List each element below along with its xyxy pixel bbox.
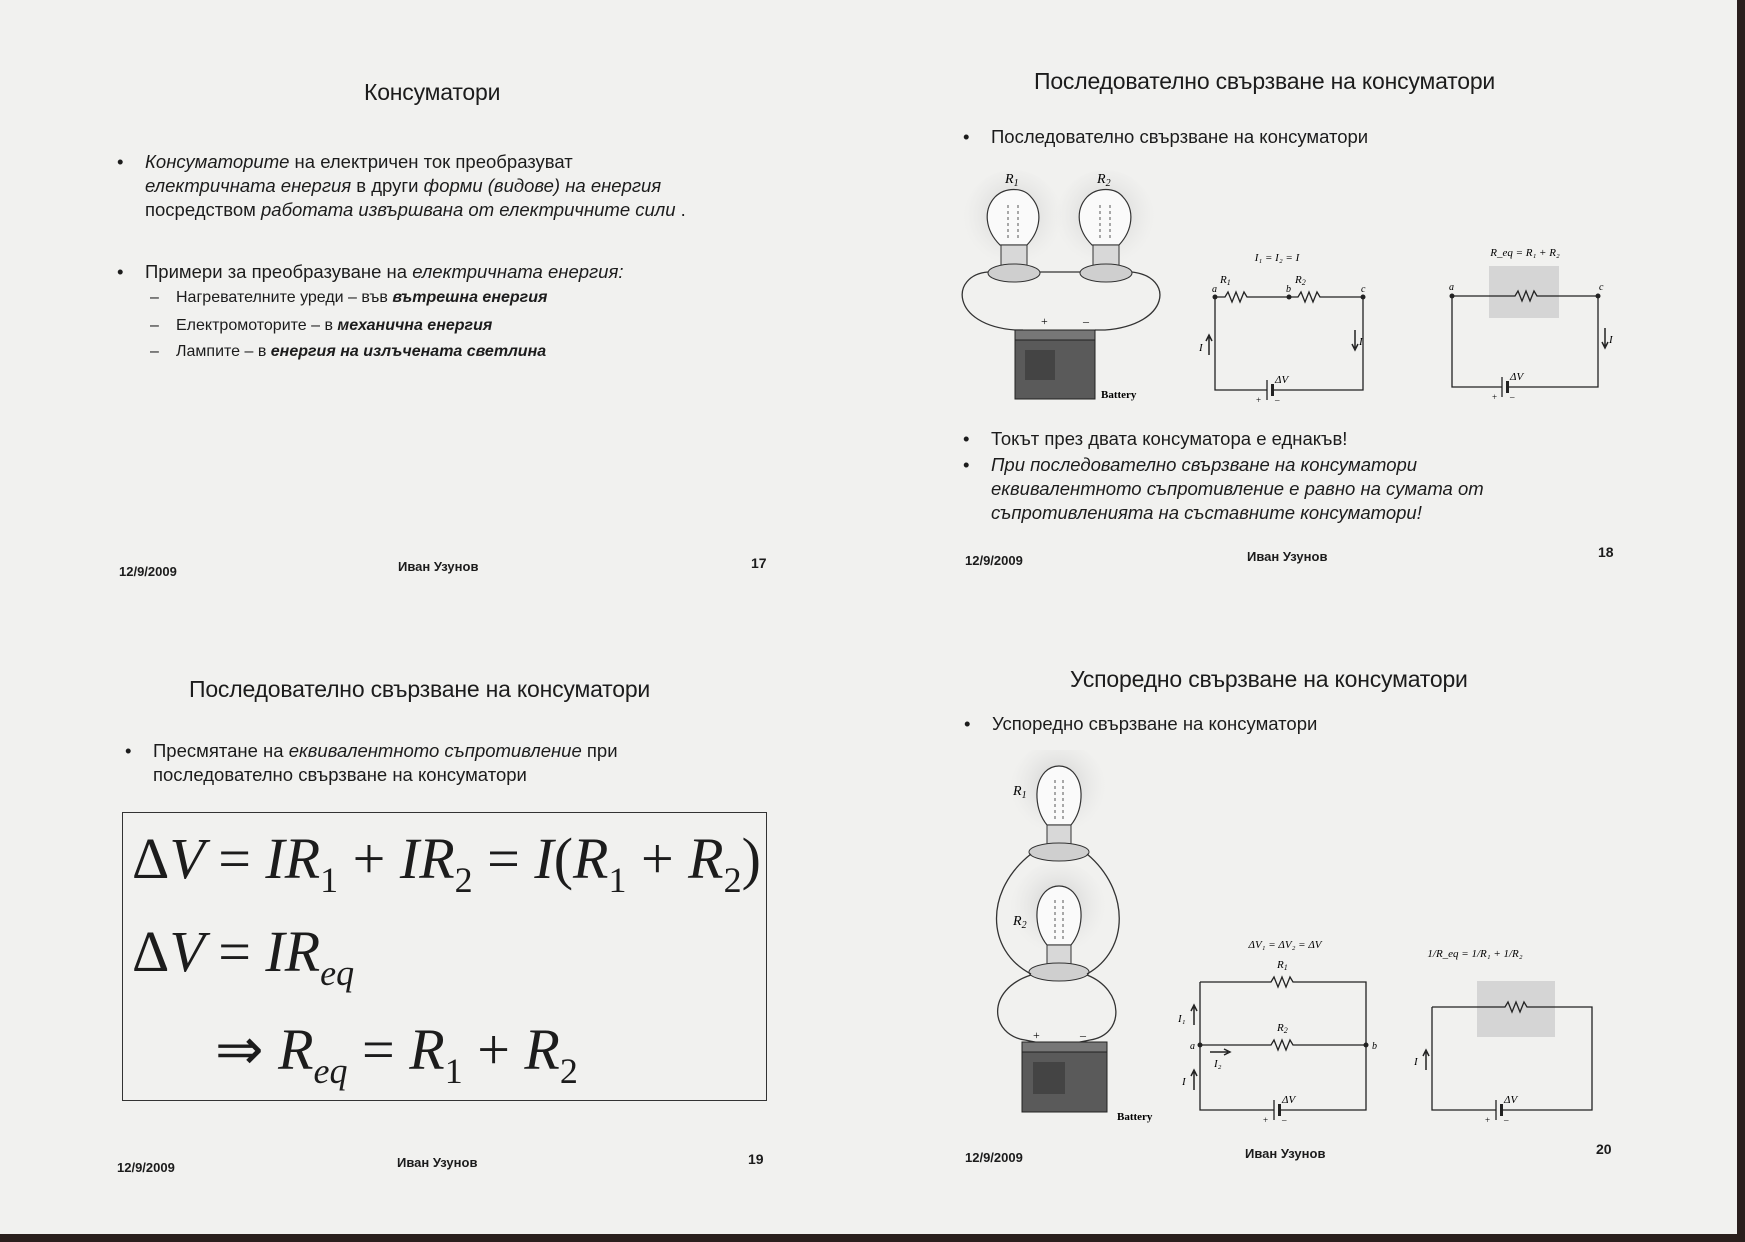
plus-terminal: + [1041,314,1048,328]
current-label: I [1414,1056,1418,1068]
text: съпротивленията на съставните консуматори! [991,502,1422,523]
slide-title: Консуматори [364,79,501,105]
label-r1: R1 [1220,274,1231,287]
voltage-label: ΔV [1510,371,1524,383]
slide-title: Последователно свързване на консуматори [189,676,651,702]
term-equivalent-resistance: еквивалентното съпротивление [288,740,582,761]
footer-date: 12/9/2009 [965,553,1023,568]
footer-page-number: 17 [751,555,767,571]
text: посредством [145,199,262,220]
minus-terminal: – [1080,1028,1086,1042]
text: При последователно свързване на консуматори [991,454,1418,475]
dash: – [150,317,159,334]
text: . [675,199,686,220]
equivalent-resistance-caption: R_eq = R₁ + R₂ [1490,247,1560,259]
plus-terminal: + [1033,1028,1040,1042]
node-a: a [1449,282,1454,293]
footer-page-number: 20 [1596,1141,1612,1157]
bullet-dot: • [963,454,970,475]
footer-date: 12/9/2009 [117,1160,175,1175]
bullet-dot: • [117,151,124,172]
emphasis: механична енергия [337,317,493,334]
bullet-dot: • [964,713,971,734]
label-r2: R2 [1295,274,1306,287]
equation-1: $\Delta V = IR_1 + IR_2 = I(R_1 + R_2)$ [132,826,761,900]
bullet-parallel-intro [964,712,1318,736]
node-b: b [1286,284,1291,295]
node-c: c [1599,282,1604,293]
slide-title: Успоредно свързване на консуматори [1070,666,1468,692]
plus-sign: + [1263,1115,1269,1125]
battery-label: Battery [1101,389,1137,401]
text: на електричен ток преобразуват [289,151,573,172]
node-dot [1364,1043,1369,1048]
footer-date: 12/9/2009 [965,1150,1023,1165]
bullet-dot: • [117,261,124,282]
text: Електромоторите – в [176,317,338,334]
minus-terminal: – [1083,314,1089,328]
footer-author: Иван Узунов [398,559,479,574]
voltage-label: ΔV [1275,374,1289,386]
text: Нагревателните уреди – във [176,289,393,306]
parallel-equivalent-circuit [1405,935,1605,1130]
bullet-dot: • [963,428,970,449]
emphasis: енергия на излъчената светлина [270,343,547,360]
equivalent-resistance-caption: 1/R_eq = 1/R₁ + 1/R₂ [1427,948,1523,960]
battery-symbol [1278,1104,1281,1116]
equation-2: $\Delta V = IR_{eq}$ [132,919,355,993]
current-arrow-right [1210,1049,1230,1055]
footer-author: Иван Узунов [1245,1146,1326,1161]
parallel-circuit-diagram [1170,930,1380,1130]
battery-symbol [1500,1104,1503,1116]
current-i1-label: I₁ [1178,1013,1186,1025]
emphasis: вътрешна енергия [392,289,548,306]
current-i2-label: I₂ [1214,1058,1222,1070]
label-r2: $R_2$ [1013,914,1027,931]
minus-sign: – [1275,395,1280,405]
text: Пресмятане на [153,740,289,761]
plus-sign: + [1256,395,1262,405]
node-b: b [1372,1041,1377,1052]
bullet-dot: • [125,740,132,761]
text: еквивалентното съпротивление е равно на сумата от [991,478,1484,499]
term-consumers: Консуматорите [145,151,290,172]
slide-title: Последователно свързване на консуматори [1034,68,1496,94]
plus-sign: + [1492,392,1498,402]
current-arrow-up [1191,1005,1197,1025]
current-arrow-up [1423,1050,1429,1070]
term-forms: форми (видове) на енергия [423,175,662,196]
footer-page-number: 19 [748,1151,764,1167]
term-electric-energy: електричната енергия: [412,261,624,282]
term-work: работата извършвана от електричните сили [261,199,676,220]
text: Токът през двата консуматора е еднакъв! [991,428,1348,449]
text: в други [351,175,424,196]
text: при [581,740,618,761]
dash: – [150,289,159,306]
voltage-label: ΔV [1504,1094,1518,1106]
node-dot [1198,1043,1203,1048]
minus-sign: – [1504,1115,1509,1125]
voltage-label: ΔV [1282,1094,1296,1106]
battery-icon [1022,1042,1107,1112]
circuit-wire [1200,1040,1366,1050]
text: Примери за преобразуване на [145,261,413,282]
current-arrow-up [1191,1070,1197,1090]
text: Последователно свързване на консуматори [991,126,1369,147]
label-r1: $R_1$ [1013,784,1027,801]
voltage-equality-caption: ΔV₁ = ΔV₂ = ΔV [1248,939,1322,951]
term-electric-energy: електричната енергия [145,175,352,196]
current-label: I [1359,336,1363,348]
footer-page-number: 18 [1598,544,1614,560]
node-a: a [1212,284,1217,295]
shaded-resistor-area [1477,981,1555,1037]
plus-sign: + [1485,1115,1491,1125]
current-label: I [1182,1076,1186,1088]
current-equality-caption: I₁ = I₂ = I [1254,252,1300,264]
minus-sign: – [1282,1115,1287,1125]
parallel-lamps-figure [985,750,1165,1130]
label-r2: R2 [1277,1022,1288,1035]
node-a: a [1190,1041,1195,1052]
text: последователно свързване на консуматори [153,764,527,785]
current-label: I [1199,342,1203,354]
footer-author: Иван Узунов [397,1155,478,1170]
footer-date: 12/9/2009 [119,564,177,579]
node-c: c [1361,284,1366,295]
label-r1: $R_1$ [1005,172,1019,189]
minus-sign: – [1510,392,1515,402]
battery-label: Battery [1117,1111,1153,1123]
dash: – [150,343,159,360]
label-r2: $R_2$ [1097,172,1111,189]
label-r1: R1 [1277,959,1288,972]
current-label: I [1609,334,1613,346]
text: Успоредно свързване на консуматори [992,713,1318,734]
text: Лампите – в [176,343,271,360]
equation-3: ⇒ $R_{eq} = R_1 + R_2$ [215,1017,578,1091]
bullet-dot: • [963,126,970,147]
footer-author: Иван Узунов [1247,549,1328,564]
